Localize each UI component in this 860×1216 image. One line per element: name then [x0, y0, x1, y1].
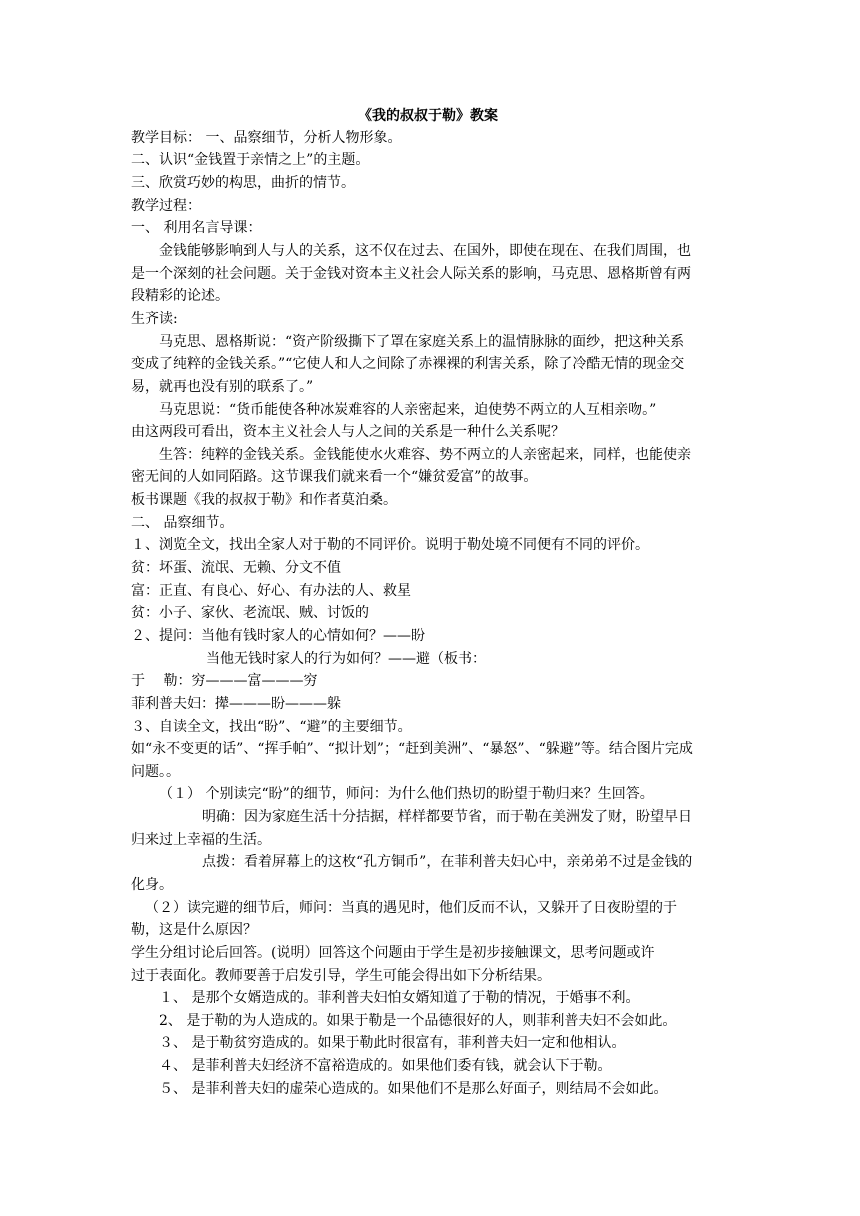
- text-line: 二、认识“金钱置于亲情之上”的主题。: [131, 152, 370, 168]
- text-line: １、浏览全文，找出全家人对于勒的不同评价。说明于勒处境不同便有不同的评价。: [131, 537, 649, 553]
- text-line: 由这两段可看出，资本主义社会人与人之间的关系是一种什么关系呢？: [131, 424, 565, 440]
- text-line: 生齐读:: [131, 311, 178, 327]
- text-line: 易，就再也没有别的联系了。”: [131, 379, 314, 395]
- text-line: 三、欣赏巧妙的构思，曲折的情节。: [131, 175, 355, 191]
- text-line: １、 是那个女婿造成的。菲利普夫妇怕女婿知道了于勒的情况，于婚事不利。: [159, 990, 640, 1006]
- text-line: 教学目标： 一、品察细节，分析人物形象。: [131, 130, 402, 146]
- text-line: 富：正直、有良心、好心、有办法的人、救星: [131, 583, 411, 599]
- text-line: （２）读完避的细节后，师问：当真的遇见时，他们反而不认，又躲开了日夜盼望的于: [145, 900, 677, 916]
- text-line: （１） 个别读完“盼”的细节，师问：为什么他们热切的盼望于勒归来？生回答。: [159, 786, 654, 802]
- text-line: ５、 是菲利普夫妇的虚荣心造成的。如果他们不是那么好面子，则结局不会如此。: [159, 1081, 668, 1097]
- text-line: 于 勒：穷———富———穷: [131, 673, 318, 689]
- text-line: 如“永不变更的话”、“挥手帕”、“拟计划”；“赶到美洲”、“暴怒”、“躲避”等。结合图片完成: [131, 741, 693, 757]
- text-line: 学生分组讨论后回答。(说明）回答这个问题由于学生是初步接触课文，思考问题或许: [131, 945, 655, 961]
- text-line: 2、 是于勒的为人造成的。如果于勒是一个品德很好的人，则菲利普夫妇不会如此。: [159, 1013, 677, 1029]
- text-line: 贫：坏蛋、流氓、无赖、分文不值: [131, 560, 341, 576]
- text-line: ４、 是菲利普夫妇经济不富裕造成的。如果他们委有钱，就会认下于勒。: [159, 1058, 612, 1074]
- text-line: 板书课题《我的叔叔于勒》和作者莫泊桑。: [131, 492, 397, 508]
- text-line: 过于表面化。教师要善于启发引导，学生可能会得出如下分析结果。: [131, 968, 551, 984]
- text-line: 菲利普夫妇：撵———盼———躲: [131, 696, 341, 712]
- document-title: 《我的叔叔于勒》教案: [358, 108, 498, 124]
- text-line: 金钱能够影响到人与人的关系，这不仅在过去、在国外，即使在现在、在我们周围，也: [159, 243, 691, 259]
- text-line: 归来过上幸福的生活。: [131, 832, 271, 848]
- text-line: 当他无钱时家人的行为如何？——避（板书：: [206, 651, 486, 667]
- text-line: 问题。。: [131, 764, 180, 780]
- text-line: ３、 是于勒贫穷造成的。如果于勒此时很富有，菲利普夫妇一定和他相认。: [159, 1035, 626, 1051]
- text-line: 马克思说：“货币能使各种冰炭难容的人亲密起来，迫使势不两立的人互相亲吻。”: [159, 402, 657, 418]
- text-line: 是一个深刻的社会问题。关于金钱对资本主义社会人际关系的影响，马克思、恩格斯曾有两: [131, 266, 691, 282]
- text-line: 变成了纯粹的金钱关系。”“它使人和人之间除了赤裸裸的利害关系，除了冷酷无情的现金交: [131, 356, 685, 372]
- text-line: 教学过程：: [131, 198, 201, 214]
- text-line: 勒，这是什么原因？: [131, 922, 257, 938]
- text-line: 马克思、恩格斯说：“资产阶级撕下了罩在家庭关系上的温情脉脉的面纱，把这种关系: [159, 334, 685, 350]
- text-line: 段精彩的论述。: [131, 288, 229, 304]
- text-line: 点拨：看着屏幕上的这枚“孔方铜币”，在菲利普夫妇心中，亲弟弟不过是金钱的: [202, 854, 693, 870]
- text-line: 一、 利用名言导课：: [131, 220, 262, 236]
- text-line: 二、 品察细节。: [131, 515, 234, 531]
- text-line: ３、自读全文，找出“盼”、“避”的主要细节。: [131, 719, 412, 735]
- text-line: 明确：因为家庭生活十分拮据，样样都要节省，而于勒在美洲发了财，盼望早日: [202, 809, 692, 825]
- text-line: ２、提问：当他有钱时家人的心情如何？——盼: [131, 628, 425, 644]
- text-line: 化身。: [131, 877, 173, 893]
- text-line: 生答：纯粹的金钱关系。金钱能使水火难容、势不两立的人亲密起来，同样，也能使亲: [159, 447, 691, 463]
- text-line: 贫：小子、家伙、老流氓、贼、讨饭的: [131, 605, 369, 621]
- text-line: 密无间的人如同陌路。这节课我们就来看一个“嫌贫爱富”的故事。: [131, 469, 538, 485]
